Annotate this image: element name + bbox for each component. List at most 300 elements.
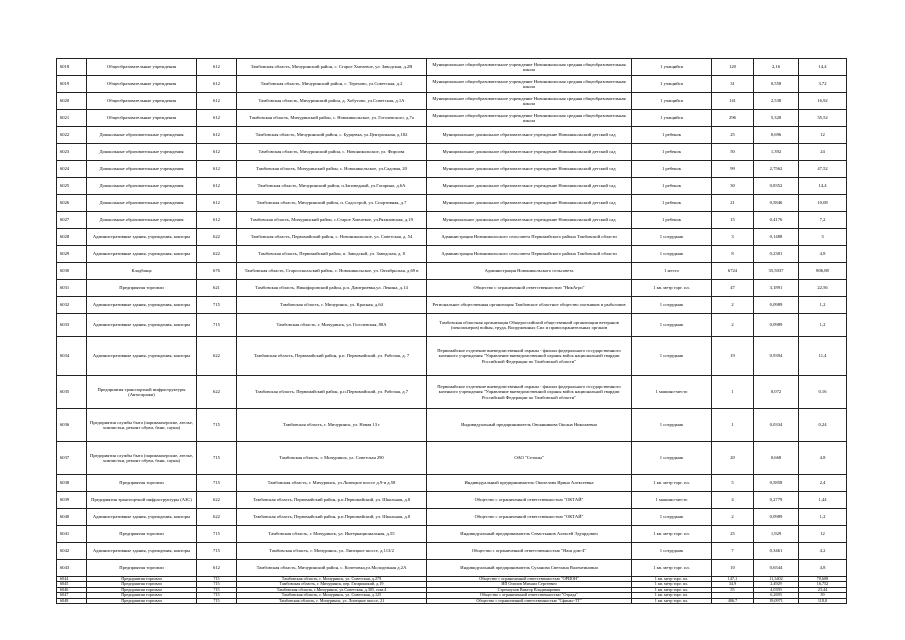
volume-cell: 4,2 <box>799 543 847 560</box>
row-id-cell: 6036 <box>57 409 87 442</box>
row-id-cell: 6026 <box>57 195 87 212</box>
code-cell: 622 <box>197 337 237 376</box>
quantity-cell: 20 <box>712 442 754 475</box>
table-row <box>57 229 847 246</box>
volume-cell: 1,2 <box>799 297 847 314</box>
organization-cell: Индивидуальный предприниматель Суханова Светлана Валентиновна <box>427 560 632 577</box>
object-type-cell: Дошкольные образовательные учреждения <box>87 195 197 212</box>
address-cell: Тамбовская область, г. Мичуринск, ул. Интернациональная, д.55 <box>237 526 427 543</box>
volume-cell: 7,2 <box>799 212 847 229</box>
unit-cell: 1 учащийся <box>632 110 712 127</box>
unit-cell: 1 кв. метр торг. пл. <box>632 577 712 582</box>
row-id-cell: 6028 <box>57 229 87 246</box>
mass-cell: 0,8352 <box>754 178 799 195</box>
address-cell: Тамбовская область, Первомайский район, р.п. Первомайский, ул. Рабочая, д. 7 <box>237 337 427 376</box>
unit-cell: 1 ребенок <box>632 178 712 195</box>
quantity-cell: 19 <box>712 337 754 376</box>
unit-cell: 1 машино-место <box>632 492 712 509</box>
unit-cell: 1 кв. метр торг. пл. <box>632 475 712 492</box>
table-row <box>57 212 847 229</box>
organization-cell: Общество с ограниченной ответственностью "НикАгро" <box>427 280 632 297</box>
organization-cell: Муниципальное дошкольное образовательное учреждение Новоникольский детский сад <box>427 127 632 144</box>
volume-cell: 4,8 <box>799 560 847 577</box>
volume-cell: 12 <box>799 127 847 144</box>
unit-cell: 1 кв. метр торг. пл. <box>632 587 712 592</box>
table-row <box>57 442 847 475</box>
unit-cell: 1 место <box>632 263 712 280</box>
mass-cell: 2,16 <box>754 59 799 76</box>
address-cell: Тамбовская область, Мичуринский район, с.Старое Хмелевое, ул.Рязановская, д.19 <box>237 212 427 229</box>
code-cell: 622 <box>197 509 237 526</box>
quantity-cell: 30 <box>712 178 754 195</box>
code-cell: 715 <box>197 475 237 492</box>
mass-cell: 3,1891 <box>754 280 799 297</box>
organization-cell: Стремоухов Виктор Владимирович <box>427 587 632 592</box>
quantity-cell: 47 <box>712 280 754 297</box>
table-body <box>57 59 847 604</box>
address-cell: Тамбовская область, Первомайский район, р.п.Первомайский, ул. Школьная, д.8 <box>237 492 427 509</box>
table-row <box>57 475 847 492</box>
address-cell: Тамбовская область, г. Мичуринск, ул. Советская 290 <box>237 442 427 475</box>
address-cell: Тамбовская область, г. Мичуринск, ул. Новая 13 г <box>237 409 427 442</box>
code-cell: 622 <box>197 376 237 409</box>
code-cell: 622 <box>197 492 237 509</box>
mass-cell: 0,4176 <box>754 212 799 229</box>
organization-cell: ОАО "Сезоны" <box>427 442 632 475</box>
mass-cell: 2,538 <box>754 93 799 110</box>
code-cell: 612 <box>197 93 237 110</box>
code-cell: 715 <box>197 587 237 592</box>
object-type-cell: Общеобразовательные учреждения <box>87 76 197 93</box>
volume-cell: 0,24 <box>799 409 847 442</box>
organization-cell: Индивидуальный предприниматель Околелова Ирина Алексеевна <box>427 475 632 492</box>
waste-registry-table <box>56 58 847 604</box>
mass-cell: 0,1488 <box>754 229 799 246</box>
code-cell: 612 <box>197 178 237 195</box>
volume-cell: 4,8 <box>799 442 847 475</box>
table-row <box>57 263 847 280</box>
quantity-cell: 31 <box>712 76 754 93</box>
quantity-cell: 6724 <box>712 263 754 280</box>
table-row <box>57 110 847 127</box>
unit-cell: 1 кв. метр торг. пл. <box>632 598 712 603</box>
code-cell: 612 <box>197 560 237 577</box>
row-id-cell: 6034 <box>57 337 87 376</box>
code-cell: 622 <box>197 229 237 246</box>
mass-cell: 4,0393 <box>754 587 799 592</box>
quantity-cell: 4 <box>712 492 754 509</box>
code-cell: 621 <box>197 280 237 297</box>
address-cell: Тамбовская область, г. Мичуринск, пер. Гагаринский, д.19 <box>237 582 427 587</box>
organization-cell: Муниципальное общеобразовательное учреждение Новоникольская средняя общеобразовательная школа <box>427 59 632 76</box>
volume-cell: 0,16 <box>799 376 847 409</box>
organization-cell: Первомайское отделение вневедомственной охраны - филиал федерального государственного казенного учреждения "Управление вневедомственной охраны войск национальной гвардии Российской Федерации по Тамбовской области" <box>427 376 632 409</box>
row-id-cell: 6041 <box>57 526 87 543</box>
table-row <box>57 76 847 93</box>
volume-cell: 47,52 <box>799 161 847 178</box>
object-type-cell: Предприятия торговли <box>87 582 197 587</box>
code-cell: 715 <box>197 526 237 543</box>
volume-cell: 22,56 <box>799 280 847 297</box>
volume-cell: 118,8 <box>799 598 847 603</box>
object-type-cell: Административные здания, учреждения, конторы <box>87 543 197 560</box>
code-cell: 715 <box>197 593 237 598</box>
volume-cell: 24 <box>799 144 847 161</box>
address-cell: Тамбовская область, Мичуринский район, с. Новоникольское, ул.Садовая, 20 <box>237 161 427 178</box>
unit-cell: 1 машино-место <box>632 376 712 409</box>
volume-cell: 4,8 <box>799 246 847 263</box>
row-id-cell: 6037 <box>57 442 87 475</box>
code-cell: 622 <box>197 246 237 263</box>
object-type-cell: Предприятия торговли <box>87 560 197 577</box>
organization-cell: Муниципальное дошкольное образовательное учреждение Новоникольский детский сад <box>427 212 632 229</box>
unit-cell: 1 сотрудник <box>632 509 712 526</box>
mass-cell: 0,558 <box>754 76 799 93</box>
quantity-cell: 55 <box>712 587 754 592</box>
code-cell: 715 <box>197 577 237 582</box>
quantity-cell: 2 <box>712 297 754 314</box>
code-cell: 715 <box>197 409 237 442</box>
volume-cell: 70,608 <box>799 577 847 582</box>
code-cell: 676 <box>197 263 237 280</box>
volume-cell: 1,2 <box>799 509 847 526</box>
unit-cell: 1 кв. метр торг. пл. <box>632 280 712 297</box>
table-row <box>57 337 847 376</box>
unit-cell: 1 ребенок <box>632 161 712 178</box>
volume-cell: 10,08 <box>799 195 847 212</box>
object-type-cell: Предприятия торговли <box>87 526 197 543</box>
organization-cell: Региональное общественная организация Тамбовское областное общество охотников и рыболовов <box>427 297 632 314</box>
address-cell: Тамбовская область, г. Мичуринск, ул. Красная, д.64 <box>237 297 427 314</box>
unit-cell: 1 кв. метр торг. пл. <box>632 526 712 543</box>
quantity-cell: 1 <box>712 376 754 409</box>
organization-cell: Администрация Новоникольского сельсовета Первомайского района Тамбовской области <box>427 229 632 246</box>
mass-cell: 6,2693 <box>754 593 799 598</box>
address-cell: Тамбовская область, Первомайский район, п. Заводской, ул. Заводская, д. 8 <box>237 246 427 263</box>
object-type-cell: Предприятия торговли <box>87 593 197 598</box>
row-id-cell: 6022 <box>57 127 87 144</box>
object-type-cell: Предприятия транспортной инфраструктуры (Автогаражи) <box>87 376 197 409</box>
address-cell: Тамбовская область, г. Мичуринск, ул. Советская, д.279 <box>237 577 427 582</box>
code-cell: 715 <box>197 442 237 475</box>
row-id-cell: 6046 <box>57 587 87 592</box>
quantity-cell: 141 <box>712 93 754 110</box>
mass-cell: 1,929 <box>754 526 799 543</box>
unit-cell: 1 сотрудник <box>632 442 712 475</box>
mass-cell: 19,0971 <box>754 598 799 603</box>
code-cell: 612 <box>197 76 237 93</box>
row-id-cell: 6043 <box>57 560 87 577</box>
quantity-cell: 34,9 <box>712 582 754 587</box>
object-type-cell: Административные здания, учреждения, конторы <box>87 246 197 263</box>
organization-cell: Муниципальное общеобразовательное учреждение Новоникольская средняя общеобразовательная школа <box>427 93 632 110</box>
table-row <box>57 314 847 337</box>
table-row <box>57 409 847 442</box>
row-id-cell: 6040 <box>57 509 87 526</box>
address-cell: Тамбовская область, г. Мичуринск, ул. Липецкое шоссе, 21 <box>237 598 427 603</box>
organization-cell: Администрация Новоникольского сельсовета <box>427 263 632 280</box>
organization-cell: Общество с ограниченной ответственностью "Наш дом-4" <box>427 543 632 560</box>
code-cell: 715 <box>197 297 237 314</box>
quantity-cell: 2 <box>712 509 754 526</box>
address-cell: Тамбовская область, г. Мичуринск, ул.Липецкое шоссе д.9-и д.58 <box>237 475 427 492</box>
table-row <box>57 195 847 212</box>
address-cell: Тамбовская область, Мичуринский район, с. Новоникольское, ул. Фирсова <box>237 144 427 161</box>
mass-cell: 0,0989 <box>754 297 799 314</box>
mass-cell: 2,4929 <box>754 582 799 587</box>
address-cell: Тамбовская область, Старооскольский район, с. Новоникольское, ул. Октябрьская, д.69 в <box>237 263 427 280</box>
volume-cell: 3,72 <box>799 76 847 93</box>
table-row <box>57 161 847 178</box>
object-type-cell: Предприятия торговли <box>87 577 197 582</box>
organization-cell: Индивидуальный предприниматель Севастьянов Алексей Эдуардович <box>427 526 632 543</box>
address-cell: Тамбовская область, Мичуринский район, п.Заповедный, ул.Гагарина, д.6А <box>237 178 427 195</box>
row-id-cell: 6023 <box>57 144 87 161</box>
quantity-cell: 5 <box>712 475 754 492</box>
row-id-cell: 6024 <box>57 161 87 178</box>
object-type-cell: Предприятия службы быта (парикмахерские, ателье, химчистки, ремонт обуви, бани, сауны) <box>87 442 197 475</box>
unit-cell: 1 кв. метр торг. пл. <box>632 582 712 587</box>
code-cell: 612 <box>197 110 237 127</box>
volume-cell: 806,88 <box>799 263 847 280</box>
unit-cell: 1 ребенок <box>632 127 712 144</box>
organization-cell: Общество с ограниченной ответственностью "ОРИОН" <box>427 577 632 582</box>
organization-cell: Общество с ограниченной ответственностью "ОКТАЙ" <box>427 492 632 509</box>
unit-cell: 1 сотрудник <box>632 409 712 442</box>
object-type-cell: Общеобразовательные учреждения <box>87 59 197 76</box>
address-cell: Тамбовская область, Мичуринский район, с. Старое Хмелевое, ул. Заводская, д.2В <box>237 59 427 76</box>
unit-cell: 1 кв. метр торг. пл. <box>632 560 712 577</box>
mass-cell: 0,0989 <box>754 509 799 526</box>
object-type-cell: Дошкольные образовательные учреждения <box>87 178 197 195</box>
row-id-cell: 6045 <box>57 582 87 587</box>
mass-cell: 0,2381 <box>754 246 799 263</box>
unit-cell: 1 сотрудник <box>632 246 712 263</box>
unit-cell: 1 сотрудник <box>632 314 712 337</box>
volume-cell: 39 <box>799 593 847 598</box>
organization-cell: Общество с ограниченной ответственностью "Сфинкс-ТТ" <box>427 598 632 603</box>
row-id-cell: 6042 <box>57 543 87 560</box>
code-cell: 715 <box>197 543 237 560</box>
quantity-cell: 406,7 <box>712 598 754 603</box>
row-id-cell: 6021 <box>57 110 87 127</box>
code-cell: 612 <box>197 59 237 76</box>
table-row <box>57 93 847 110</box>
organization-cell: Тамбовская областная организация Общероссийской общественной организации ветеранов (пенсионеров) войны, труда, Вооруженных Сил и правоохранительных органов <box>427 314 632 337</box>
code-cell: 612 <box>197 212 237 229</box>
quantity-cell: 147,1 <box>712 577 754 582</box>
row-id-cell: 6019 <box>57 76 87 93</box>
organization-cell: Муниципальное дошкольное образовательное учреждение Новоникольский детский сад <box>427 195 632 212</box>
mass-cell: 11,3402 <box>754 577 799 582</box>
unit-cell: 1 ребенок <box>632 212 712 229</box>
object-type-cell: Общеобразовательные учреждения <box>87 110 197 127</box>
table-row <box>57 543 847 560</box>
quantity-cell: 2 <box>712 314 754 337</box>
address-cell: Тамбовская область, Мичуринский район, с. Терехово, ул.Советская, д.2 <box>237 76 427 93</box>
quantity-cell: 99 <box>712 161 754 178</box>
row-id-cell: 6048 <box>57 598 87 603</box>
table-row <box>57 526 847 543</box>
row-id-cell: 6039 <box>57 492 87 509</box>
address-cell: Тамбовская область, Первомайский район, р.п.Первомайский, ул. Рабочая, д.7 <box>237 376 427 409</box>
row-id-cell: 6018 <box>57 59 87 76</box>
object-type-cell: Административные здания, учреждения, конторы <box>87 509 197 526</box>
organization-cell: Общество с ограниченной ответственностью "ОКТАЙ" <box>427 509 632 526</box>
volume-cell: 14,4 <box>799 59 847 76</box>
row-id-cell: 6030 <box>57 263 87 280</box>
volume-cell: 23,44 <box>799 587 847 592</box>
mass-cell: 0,6544 <box>754 560 799 577</box>
volume-cell: 1,44 <box>799 492 847 509</box>
mass-cell: 35,5037 <box>754 263 799 280</box>
object-type-cell: Предприятия службы быта (парикмахерские, ателье, химчистки, ремонт обуви, бани, сауны) <box>87 409 197 442</box>
mass-cell: 0,668 <box>754 442 799 475</box>
volume-cell: 35,52 <box>799 110 847 127</box>
unit-cell: 1 учащийся <box>632 59 712 76</box>
mass-cell: 0,5858 <box>754 475 799 492</box>
object-type-cell: Дошкольные образовательные учреждения <box>87 161 197 178</box>
registry-sheet <box>56 58 846 604</box>
mass-cell: 0,9394 <box>754 337 799 376</box>
address-cell: Тамбовская область, Первомайский район, р.п.Первомайский, ул. Школьная, д.8 <box>237 509 427 526</box>
mass-cell: 5,328 <box>754 110 799 127</box>
table-row <box>57 246 847 263</box>
volume-cell: 16,752 <box>799 582 847 587</box>
table-row <box>57 376 847 409</box>
quantity-cell: 296 <box>712 110 754 127</box>
address-cell: Тамбовская область, г. Мичуринск, ул. Советская, д.125 <box>237 593 427 598</box>
object-type-cell: Предприятия торговли <box>87 587 197 592</box>
mass-cell: 0,696 <box>754 127 799 144</box>
organization-cell: Администрация Новоникольского сельсовета Первомайского района Тамбовской области <box>427 246 632 263</box>
object-type-cell: Административные здания, учреждения, конторы <box>87 314 197 337</box>
volume-cell: 16,92 <box>799 93 847 110</box>
row-id-cell: 6035 <box>57 376 87 409</box>
address-cell: Тамбовская область, Мичуринский район, с. Кочетовка,ул.Молодежная д.2А <box>237 560 427 577</box>
unit-cell: 1 сотрудник <box>632 297 712 314</box>
address-cell: Тамбовская область, Никифоровский район, р.п. Дмитриевка,ул. Ленина, д.14 <box>237 280 427 297</box>
quantity-cell: 25 <box>712 127 754 144</box>
address-cell: Тамбовская область, Мичуринский район, с. Новоникольское, ул. Гоголевского, д.7а <box>237 110 427 127</box>
mass-cell: 0,0989 <box>754 314 799 337</box>
object-type-cell: Общеобразовательные учреждения <box>87 93 197 110</box>
table-row <box>57 59 847 76</box>
unit-cell: 1 кв. метр торг. пл. <box>632 593 712 598</box>
volume-cell: 2,4 <box>799 475 847 492</box>
address-cell: Тамбовская область, г.Мичуринск, ул.Советская, д.305, пом.4 <box>237 587 427 592</box>
code-cell: 612 <box>197 161 237 178</box>
row-id-cell: 6047 <box>57 593 87 598</box>
quantity-cell: 21 <box>712 195 754 212</box>
object-type-cell: Кладбища <box>87 263 197 280</box>
row-id-cell: 6027 <box>57 212 87 229</box>
object-type-cell: Предприятия торговли <box>87 475 197 492</box>
unit-cell: 1 учащийся <box>632 93 712 110</box>
address-cell: Тамбовская область, Мичуринский район, с. Бурцевка, ул.Центральная, д.182 <box>237 127 427 144</box>
row-id-cell: 6029 <box>57 246 87 263</box>
unit-cell: 1 сотрудник <box>632 229 712 246</box>
address-cell: Тамбовская область, г. Мичуринск, ул. Липецкое шоссе, д.113/2 <box>237 543 427 560</box>
organization-cell: Муниципальное дошкольное образовательное учреждение Новоникольский детский сад <box>427 144 632 161</box>
table-row <box>57 598 847 603</box>
object-type-cell: Предприятия торговли <box>87 280 197 297</box>
address-cell: Тамбовская область, Мичуринский район, д. Хобутово, ул.Советская, д.1А <box>237 93 427 110</box>
code-cell: 612 <box>197 195 237 212</box>
quantity-cell: 10 <box>712 560 754 577</box>
quantity-cell: 25 <box>712 526 754 543</box>
table-row <box>57 178 847 195</box>
table-row <box>57 297 847 314</box>
mass-cell: 0,5846 <box>754 195 799 212</box>
organization-cell: Муниципальное общеобразовательное учреждение Новоникольская средняя общеобразовательная школа <box>427 76 632 93</box>
mass-cell: 1,392 <box>754 144 799 161</box>
code-cell: 612 <box>197 144 237 161</box>
volume-cell: 1,2 <box>799 314 847 337</box>
organization-cell: Первомайское отделение вневедомственной охраны - филиал федерального государственного казенного учреждения "Управление вневедомственной охраны войск национальной гвардии Российской Федерации по Тамбовской области" <box>427 337 632 376</box>
quantity-cell: 8 <box>712 246 754 263</box>
object-type-cell: Дошкольные образовательные учреждения <box>87 212 197 229</box>
organization-cell: Муниципальное дошкольное образовательное учреждение Новоникольский детский сад <box>427 161 632 178</box>
volume-cell: 12 <box>799 526 847 543</box>
object-type-cell: Предприятия торговли <box>87 598 197 603</box>
table-row <box>57 144 847 161</box>
object-type-cell: Административные здания, учреждения, конторы <box>87 229 197 246</box>
quantity-cell: 15 <box>712 212 754 229</box>
organization-cell: Муниципальное дошкольное образовательное учреждение Новоникольский детский сад <box>427 178 632 195</box>
mass-cell: 2,7562 <box>754 161 799 178</box>
unit-cell: 1 ребенок <box>632 195 712 212</box>
address-cell: Тамбовская область, Первомайский район, с. Новоникольское, ул. Советская, д. 54 <box>237 229 427 246</box>
quantity-cell: 3 <box>712 229 754 246</box>
quantity-cell: 1 <box>712 409 754 442</box>
organization-cell: Муниципальное общеобразовательное учреждение Новоникольская средняя общеобразовательная школа <box>427 110 632 127</box>
volume-cell: 14,4 <box>799 178 847 195</box>
unit-cell: 1 ребенок <box>632 144 712 161</box>
mass-cell: 0,2779 <box>754 492 799 509</box>
table-row <box>57 492 847 509</box>
row-id-cell: 6025 <box>57 178 87 195</box>
mass-cell: 0,3461 <box>754 543 799 560</box>
table-row <box>57 560 847 577</box>
row-id-cell: 6031 <box>57 280 87 297</box>
object-type-cell: Административные здания, учреждения, конторы <box>87 337 197 376</box>
table-row <box>57 509 847 526</box>
unit-cell: 1 сотрудник <box>632 543 712 560</box>
row-id-cell: 6044 <box>57 577 87 582</box>
mass-cell: 0,072 <box>754 376 799 409</box>
unit-cell: 1 учащийся <box>632 76 712 93</box>
row-id-cell: 6033 <box>57 314 87 337</box>
code-cell: 715 <box>197 598 237 603</box>
volume-cell: 11,4 <box>799 337 847 376</box>
quantity-cell: 7 <box>712 543 754 560</box>
object-type-cell: Предприятия транспортной инфраструктуры (АЗС) <box>87 492 197 509</box>
address-cell: Тамбовская область, г. Мичуринск, ул. Гоголевская, 88А <box>237 314 427 337</box>
code-cell: 715 <box>197 314 237 337</box>
code-cell: 612 <box>197 127 237 144</box>
row-id-cell: 6032 <box>57 297 87 314</box>
unit-cell: 1 сотрудник <box>632 337 712 376</box>
row-id-cell: 6020 <box>57 93 87 110</box>
mass-cell: 0,0334 <box>754 409 799 442</box>
volume-cell: 3 <box>799 229 847 246</box>
code-cell: 715 <box>197 582 237 587</box>
address-cell: Тамбовская область, Мичуринский район, п. Садострой, ул. Спортивная, д.7 <box>237 195 427 212</box>
organization-cell: ИП Осипов Михаил Сергеевич <box>427 582 632 587</box>
table-row <box>57 127 847 144</box>
table-row <box>57 280 847 297</box>
